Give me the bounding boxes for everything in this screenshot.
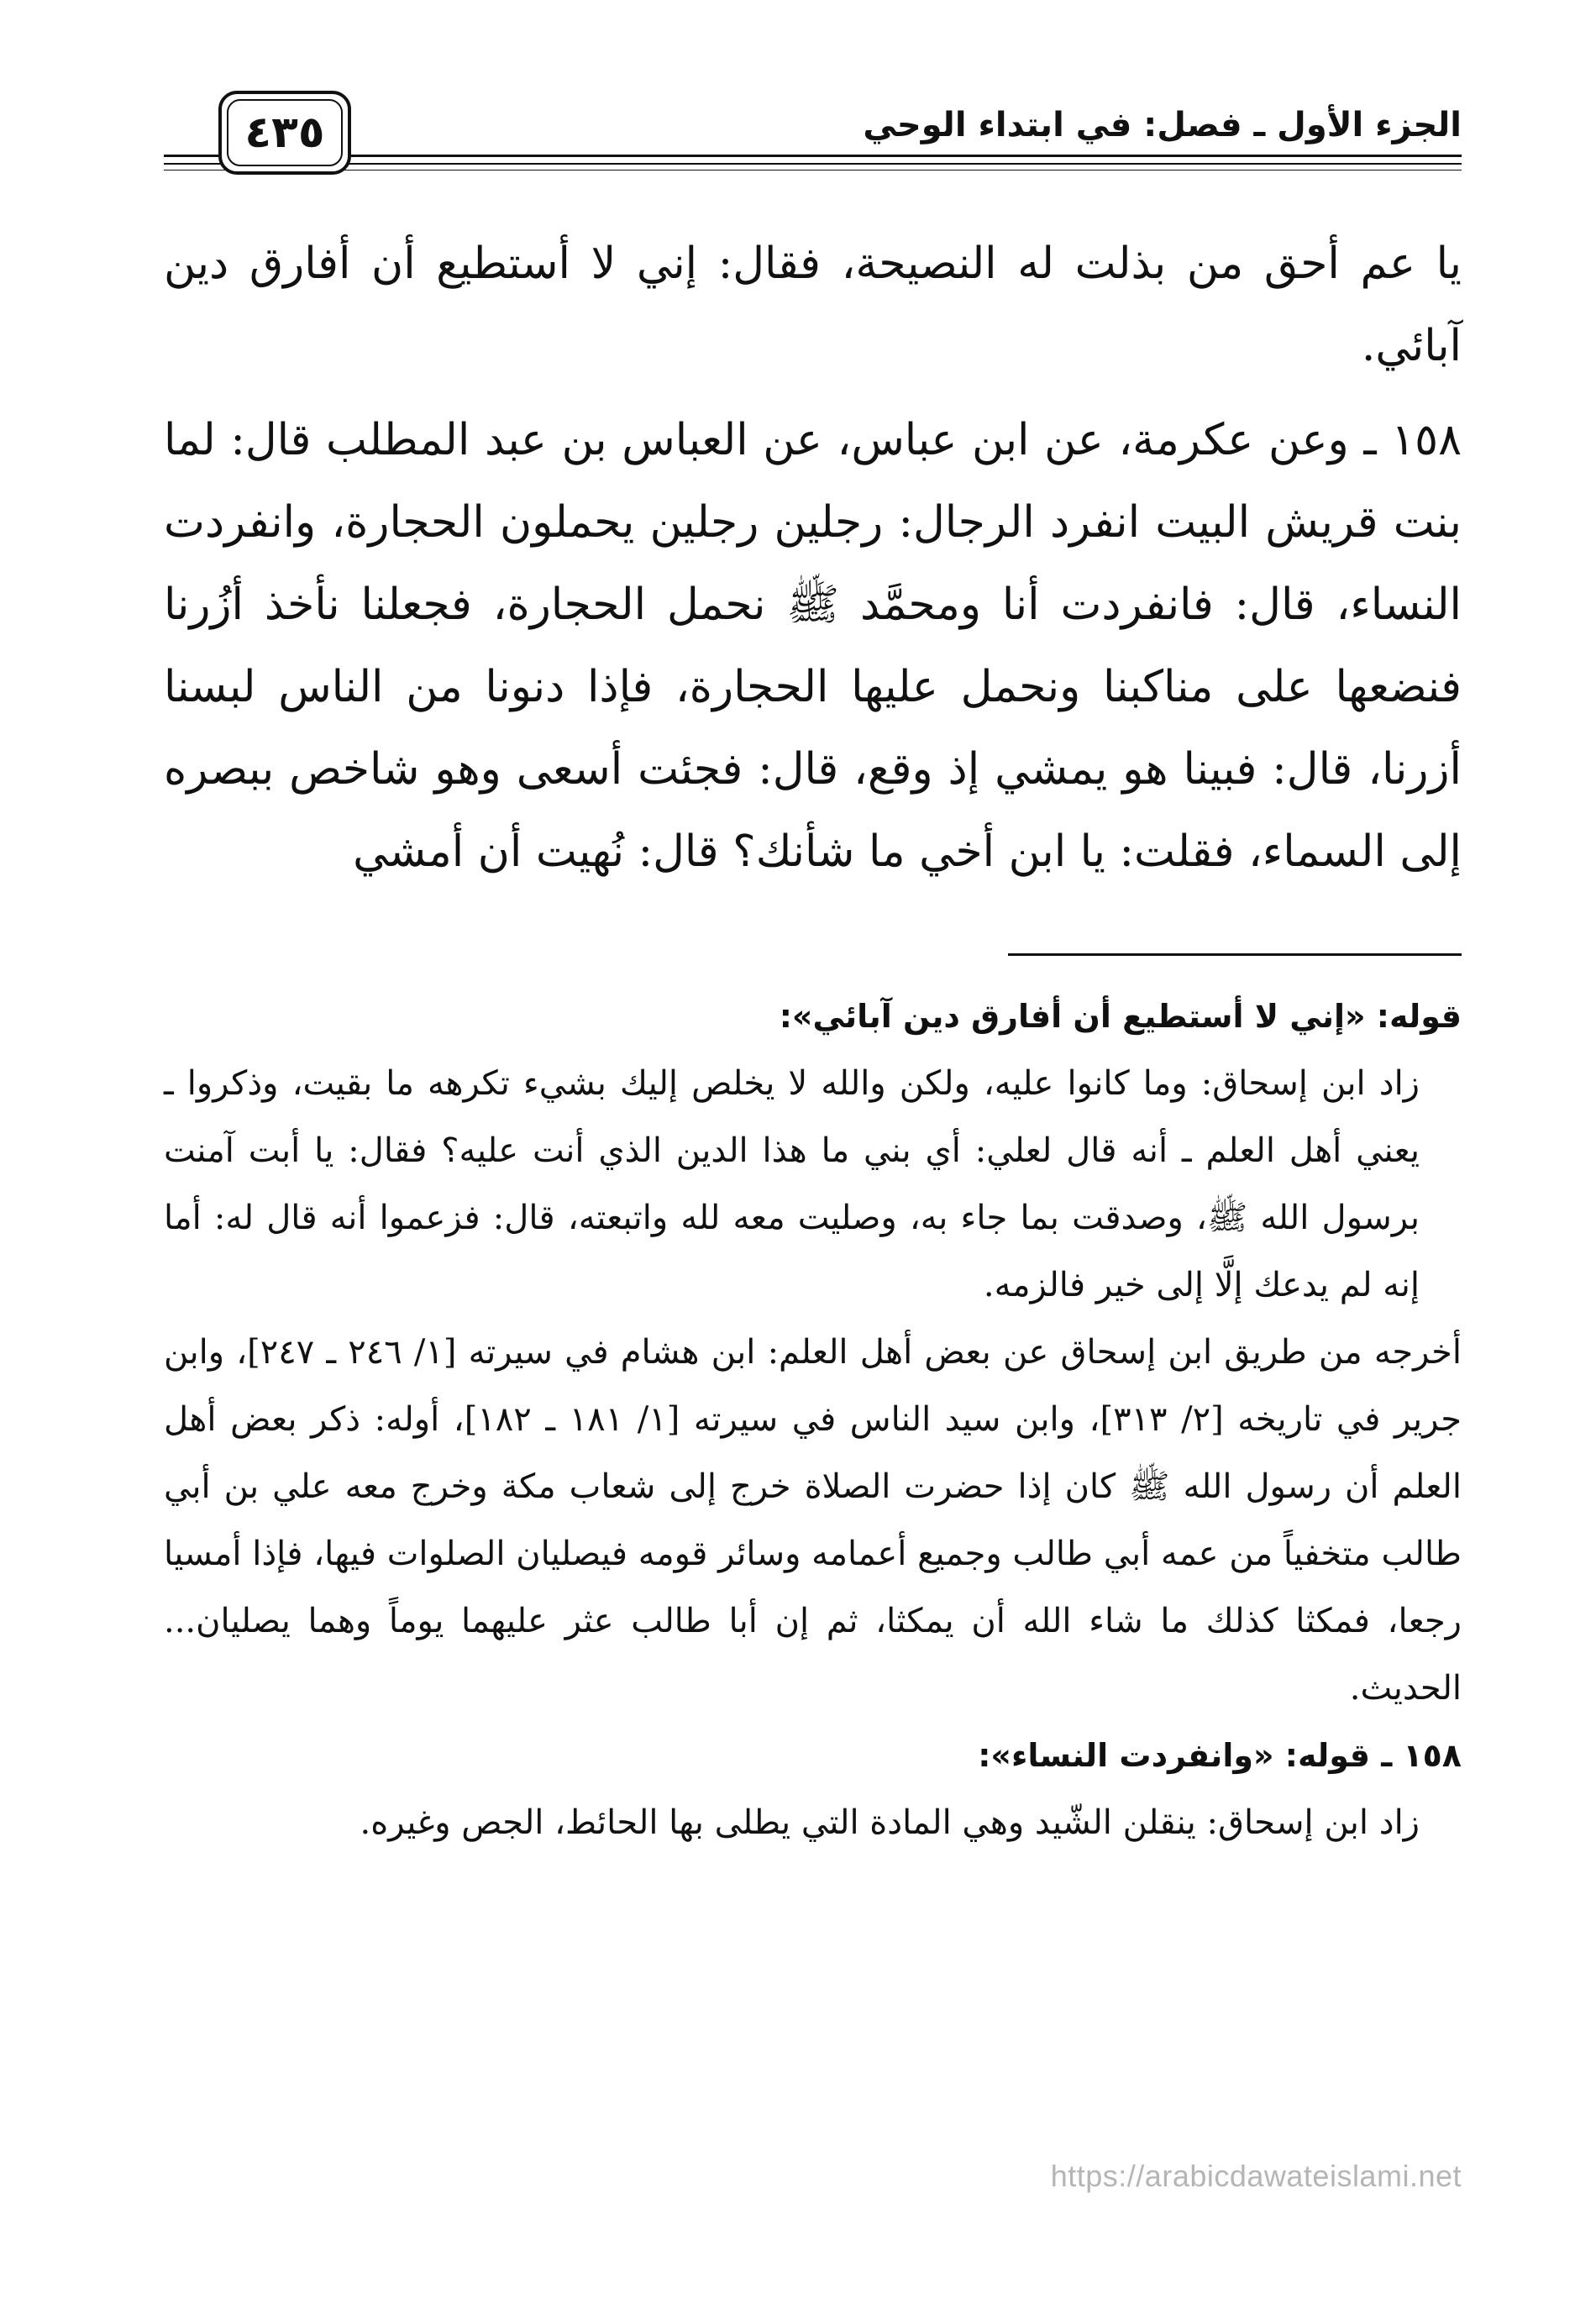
- main-text: [164, 223, 1462, 893]
- running-title: الجزء الأول ـ فصل: في ابتداء الوحي: [863, 106, 1462, 144]
- footnote-heading: قوله: «إني لا أستطيع أن أفارق دين آبائي»:: [779, 998, 1462, 1035]
- footnote-paragraph: زاد ابن إسحاق: ينقلن الشّيد وهي المادة التي يطلى بها الحائط، الجص وغيره.: [360, 1803, 1420, 1842]
- watermark-url: https://arabicdawateislami.net: [1050, 2159, 1462, 2193]
- footnote-divider: [1008, 953, 1462, 956]
- footnote-paragraph: زاد ابن إسحاق: وما كانوا عليه، ولكن والله لا يخلص إليك بشيء تكرهه ما بقيت، وذكروا ـ يعني أهل العلم ـ أنه قال لعلي: أي بني ما هذا الدين الذي أنت عليه؟ فقال: يا أبت آمنت برسول الله ﷺ، وصدقت بما جاء به، وصليت معه لله واتبعته، قال: فزعموا أنه قال له: أما إنه لم يدعك إلَّا إلى خير فالزمه.: [164, 1064, 1420, 1304]
- header-rule: [164, 163, 1462, 165]
- footnote-paragraph: أخرجه من طريق ابن إسحاق عن بعض أهل العلم: ابن هشام في سيرته [١/ ٢٤٦ ـ ٢٤٧]، وابن جرير في تاريخه [٢/ ٣١٣]، وابن سيد الناس في سيرته [١/ ١٨١ ـ ١٨٢]، أوله: ذكر بعض أهل العلم أن رسول الله ﷺ كان إذا حضرت الصلاة خرج إلى شعاب مكة وخرج معه علي بن أبي طالب متخفياً من عمه أبي طالب وجميع أعمامه وسائر قومه فيصليان الصلوات فيها، فإذا أمسيا رجعا، فمكثا كذلك ما شاء الله أن يمكثا، ثم إن أبا طالب عثر عليهما يوماً وهما يصليان... الحديث.: [164, 1333, 1462, 1708]
- header-rule: [164, 155, 1462, 157]
- main-paragraph: يا عم أحق من بذلت له النصيحة، فقال: إني لا أستطيع أن أفارق دين آبائي.: [164, 239, 1462, 371]
- page-header: [164, 91, 1462, 183]
- header-rule: [164, 170, 1462, 171]
- page-number: ٤٣٥: [244, 108, 325, 158]
- footnote-heading: ١٥٨ ـ قوله: «وانفردت النساء»:: [978, 1737, 1462, 1774]
- footnotes: [164, 983, 1462, 1856]
- main-paragraph: ١٥٨ ـ وعن عكرمة، عن ابن عباس، عن العباس بن عبد المطلب قال: لما بنت قريش البيت انفرد الرجال: رجلين رجلين يحملون الحجارة، وانفردت النساء، قال: فانفردت أنا ومحمَّد ﷺ نحمل الحجارة، فجعلنا نأخذ أزُرنا فنضعها على مناكبنا ونحمل عليها الحجارة، فإذا دنونا من الناس لبسنا أزرنا، قال: فبينا هو يمشي إذ وقع، قال: فجئت أسعى وهو شاخص ببصره إلى السماء، فقلت: يا ابن أخي ما شأنك؟ قال: نُهيت أن أمشي: [164, 415, 1462, 877]
- page-number-frame: [218, 91, 351, 175]
